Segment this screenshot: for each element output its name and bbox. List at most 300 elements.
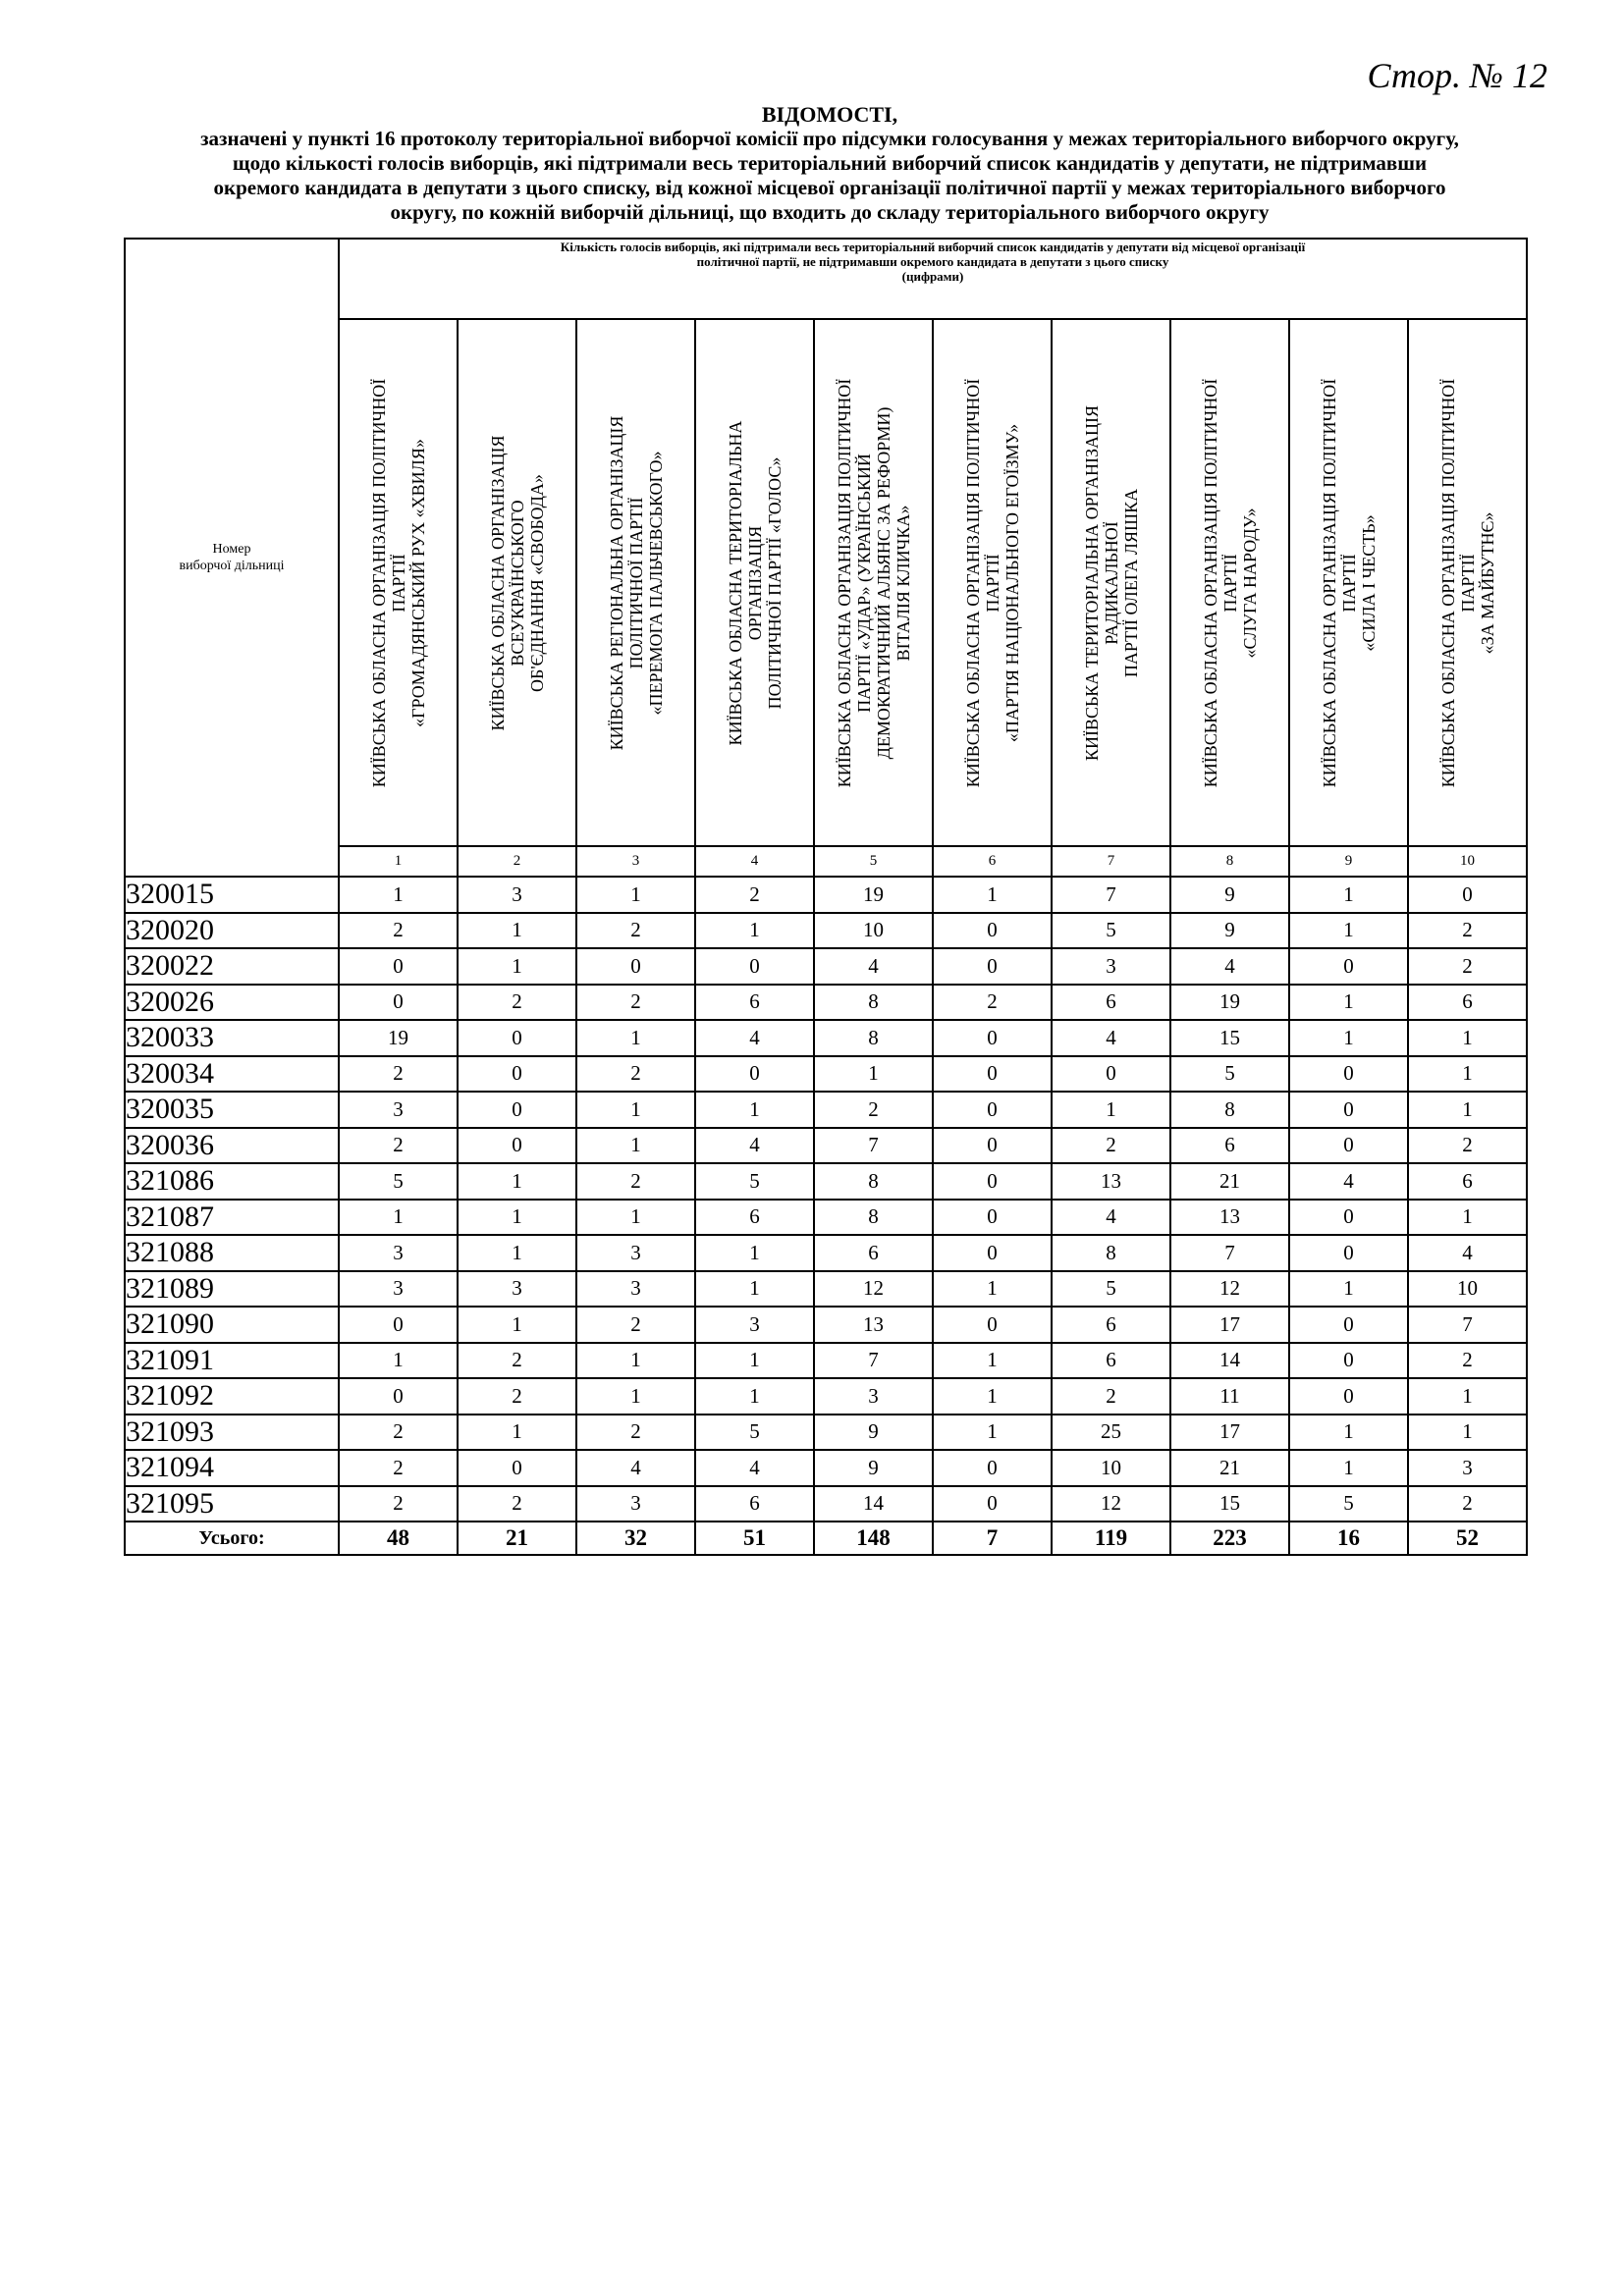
party-header (1170, 319, 1289, 846)
vote-count: 15 (1170, 1486, 1289, 1522)
party-name (726, 325, 785, 841)
vote-count: 1 (458, 1235, 576, 1271)
vote-count: 1 (1408, 1092, 1527, 1128)
party-header (1289, 319, 1408, 846)
party-name-line: КИЇВСЬКА ОБЛАСНА ОРГАНІЗАЦІЯ ПОЛІТИЧНОЇ (368, 378, 389, 787)
station-number: 320022 (125, 948, 339, 985)
vote-count: 0 (339, 948, 458, 985)
table-row (125, 1271, 1527, 1308)
party-header (458, 319, 576, 846)
vote-count: 1 (458, 1415, 576, 1451)
group-header-line: Кількість голосів виборців, які підтримали весь територіальний виборчий список кандидатів у депутати від місцевої організації (560, 240, 1306, 254)
party-name-line: ПОЛІТИЧНОЇ ПАРТІЇ «ГОЛОС» (764, 456, 785, 709)
vote-count: 2 (576, 985, 695, 1021)
vote-count: 6 (814, 1235, 933, 1271)
vote-count: 1 (933, 877, 1052, 913)
station-number: 320036 (125, 1128, 339, 1164)
party-name-line: КИЇВСЬКА ТЕРИТОРІАЛЬНА ОРГАНІЗАЦІЯ (1081, 404, 1102, 761)
vote-count: 1 (1408, 1200, 1527, 1236)
vote-count: 0 (339, 985, 458, 1021)
vote-count: 10 (814, 913, 933, 949)
table-row (125, 1128, 1527, 1164)
vote-count: 2 (1052, 1378, 1170, 1415)
document-title: ВІДОМОСТІ, (761, 102, 898, 127)
vote-count: 2 (576, 1307, 695, 1343)
vote-count: 1 (933, 1378, 1052, 1415)
station-number: 320015 (125, 877, 339, 913)
party-name-line: ПАРТІЇ (1219, 553, 1240, 613)
vote-count: 1 (695, 1235, 814, 1271)
vote-count: 0 (1289, 1200, 1408, 1236)
vote-count: 25 (1052, 1415, 1170, 1451)
vote-count: 2 (576, 1056, 695, 1093)
vote-count: 21 (1170, 1163, 1289, 1200)
vote-count: 9 (1170, 877, 1289, 913)
total-count: 32 (576, 1522, 695, 1555)
vote-count: 7 (1052, 877, 1170, 913)
party-name (1201, 325, 1260, 841)
party-name-line: ПАРТІЇ (1457, 553, 1478, 613)
vote-count: 19 (814, 877, 933, 913)
heading-line: округу, по кожній виборчій дільниці, що входить до складу територіального виборчого округу (390, 200, 1270, 224)
heading-line: окремого кандидата в депутати з цього списку, від кожної місцевої організації політичної партії у межах територіального виборчого (213, 176, 1446, 199)
vote-count: 1 (576, 1128, 695, 1164)
party-name-line: РАДИКАЛЬНОЇ (1101, 520, 1121, 645)
vote-count: 0 (1289, 1128, 1408, 1164)
party-name-line: ДЕМОКРАТИЧНИЙ АЛЬЯНС ЗА РЕФОРМИ) (873, 406, 893, 759)
party-header (1408, 319, 1527, 846)
vote-count: 5 (339, 1163, 458, 1200)
vote-count: 12 (1052, 1486, 1170, 1522)
vote-count: 1 (695, 913, 814, 949)
party-name-line: КИЇВСЬКА ОБЛАСНА ОРГАНІЗАЦІЯ ПОЛІТИЧНОЇ (1319, 378, 1339, 787)
vote-count: 0 (933, 1163, 1052, 1200)
party-name-line: ВСЕУКРАЇНСЬКОГО (507, 499, 527, 667)
vote-count: 2 (1408, 1128, 1527, 1164)
vote-count: 1 (576, 1092, 695, 1128)
station-header-line: Номер (212, 542, 251, 557)
party-name (1438, 325, 1497, 841)
vote-count: 2 (458, 1486, 576, 1522)
vote-count: 0 (933, 1200, 1052, 1236)
column-number: 9 (1289, 846, 1408, 877)
vote-count: 1 (1408, 1020, 1527, 1056)
party-header (933, 319, 1052, 846)
vote-count: 6 (1170, 1128, 1289, 1164)
table-row (125, 1486, 1527, 1522)
station-number: 321095 (125, 1486, 339, 1522)
party-name (1082, 325, 1141, 841)
party-name-line: ПАРТІЇ (982, 553, 1002, 613)
vote-count: 1 (1289, 877, 1408, 913)
station-number: 321090 (125, 1307, 339, 1343)
vote-count: 1 (695, 1378, 814, 1415)
page-number: Стор. № 12 (1367, 56, 1547, 95)
heading-line: зазначені у пункті 16 протоколу територіальної виборчої комісії про підсумки голосування у межах територіального виборчого округу, (200, 127, 1459, 150)
party-name (963, 325, 1022, 841)
vote-count: 0 (458, 1128, 576, 1164)
party-name (835, 325, 913, 841)
vote-count: 0 (339, 1378, 458, 1415)
vote-count: 1 (576, 877, 695, 913)
vote-count: 4 (1170, 948, 1289, 985)
vote-count: 10 (1052, 1450, 1170, 1486)
vote-count: 2 (458, 1378, 576, 1415)
vote-count: 1 (576, 1343, 695, 1379)
vote-count: 0 (695, 948, 814, 985)
station-number: 320033 (125, 1020, 339, 1056)
vote-count: 4 (1052, 1200, 1170, 1236)
table-row (125, 1378, 1527, 1415)
vote-count: 9 (814, 1415, 933, 1451)
station-number: 321091 (125, 1343, 339, 1379)
column-number: 8 (1170, 846, 1289, 877)
table-row (125, 1415, 1527, 1451)
station-number: 321092 (125, 1378, 339, 1415)
station-number: 320035 (125, 1092, 339, 1128)
vote-count: 7 (1408, 1307, 1527, 1343)
vote-count: 13 (1170, 1200, 1289, 1236)
vote-count: 5 (1289, 1486, 1408, 1522)
vote-count: 2 (576, 1163, 695, 1200)
vote-count: 1 (695, 1092, 814, 1128)
vote-count: 1 (339, 1343, 458, 1379)
vote-count: 1 (576, 1020, 695, 1056)
station-number: 320020 (125, 913, 339, 949)
table-row (125, 948, 1527, 985)
total-count: 223 (1170, 1522, 1289, 1555)
vote-count: 0 (1289, 1056, 1408, 1093)
total-count: 119 (1052, 1522, 1170, 1555)
vote-count: 2 (814, 1092, 933, 1128)
vote-count: 3 (576, 1271, 695, 1308)
party-name-line: «СИЛА І ЧЕСТЬ» (1358, 513, 1379, 652)
party-name-line: ПОЛІТИЧНОЇ ПАРТІЇ (625, 497, 646, 668)
vote-count: 9 (1170, 913, 1289, 949)
table-row (125, 1092, 1527, 1128)
vote-count: 0 (458, 1056, 576, 1093)
vote-count: 6 (695, 1200, 814, 1236)
vote-count: 4 (814, 948, 933, 985)
vote-count: 14 (814, 1486, 933, 1522)
vote-count: 17 (1170, 1415, 1289, 1451)
vote-count: 7 (814, 1343, 933, 1379)
vote-count: 8 (814, 1163, 933, 1200)
document-heading (128, 102, 1532, 225)
party-name-line: ПАРТІЇ (1338, 553, 1359, 613)
vote-count: 6 (695, 1486, 814, 1522)
table-row (125, 913, 1527, 949)
total-count: 51 (695, 1522, 814, 1555)
vote-count: 3 (339, 1092, 458, 1128)
vote-count: 1 (933, 1271, 1052, 1308)
vote-count: 1 (576, 1378, 695, 1415)
vote-count: 6 (695, 985, 814, 1021)
vote-count: 1 (1289, 913, 1408, 949)
vote-count: 2 (576, 1415, 695, 1451)
vote-count: 14 (1170, 1343, 1289, 1379)
party-header (576, 319, 695, 846)
party-name-line: КИЇВСЬКА ОБЛАСНА ОРГАНІЗАЦІЯ ПОЛІТИЧНОЇ (1200, 378, 1220, 787)
vote-count: 0 (933, 913, 1052, 949)
table-row (125, 1235, 1527, 1271)
total-count: 21 (458, 1522, 576, 1555)
column-number: 10 (1408, 846, 1527, 877)
vote-count: 1 (458, 1163, 576, 1200)
vote-count: 1 (814, 1056, 933, 1093)
vote-count: 5 (1170, 1056, 1289, 1093)
party-name-line: ПАРТІЇ (388, 553, 408, 613)
column-number: 6 (933, 846, 1052, 877)
vote-count: 5 (695, 1163, 814, 1200)
vote-count: 1 (458, 913, 576, 949)
column-number: 7 (1052, 846, 1170, 877)
party-name (369, 325, 428, 841)
vote-count: 4 (1408, 1235, 1527, 1271)
vote-count: 7 (814, 1128, 933, 1164)
vote-count: 0 (933, 1128, 1052, 1164)
vote-count: 0 (933, 1235, 1052, 1271)
vote-count: 2 (1052, 1128, 1170, 1164)
vote-count: 0 (458, 1020, 576, 1056)
vote-count: 11 (1170, 1378, 1289, 1415)
vote-count: 0 (933, 1307, 1052, 1343)
vote-count: 1 (695, 1343, 814, 1379)
party-name-line: ОБ'ЄДНАННЯ «СВОБОДА» (526, 473, 547, 692)
party-name (1320, 325, 1379, 841)
party-name-line: «ПЕРЕМОГА ПАЛЬЧЕВСЬКОГО» (645, 450, 666, 716)
station-number: 321088 (125, 1235, 339, 1271)
party-name-line: «ЗА МАЙБУТНЄ» (1477, 511, 1497, 654)
vote-count: 1 (1408, 1056, 1527, 1093)
vote-count: 3 (458, 1271, 576, 1308)
vote-count: 0 (933, 1486, 1052, 1522)
vote-count: 1 (1408, 1415, 1527, 1451)
vote-count: 0 (339, 1307, 458, 1343)
vote-count: 3 (576, 1486, 695, 1522)
vote-count: 0 (1289, 1378, 1408, 1415)
vote-count: 13 (1052, 1163, 1170, 1200)
vote-count: 6 (1052, 1343, 1170, 1379)
station-number: 321089 (125, 1271, 339, 1308)
party-name-line: «СЛУГА НАРОДУ» (1239, 507, 1260, 658)
vote-count: 1 (458, 1307, 576, 1343)
vote-count: 2 (1408, 948, 1527, 985)
vote-count: 0 (933, 1020, 1052, 1056)
group-header-line: політичної партії, не підтримавши окремого кандидата в депутати з цього списку (696, 254, 1169, 269)
vote-count: 0 (576, 948, 695, 985)
vote-count: 4 (576, 1450, 695, 1486)
party-header (1052, 319, 1170, 846)
vote-count: 5 (695, 1415, 814, 1451)
station-number: 320026 (125, 985, 339, 1021)
table-row (125, 1307, 1527, 1343)
vote-count: 1 (339, 1200, 458, 1236)
vote-count: 1 (1289, 1415, 1408, 1451)
vote-count: 4 (1289, 1163, 1408, 1200)
vote-count: 3 (576, 1235, 695, 1271)
party-name-line: «ПАРТІЯ НАЦІОНАЛЬНОГО ЕГОЇЗМУ» (1001, 423, 1022, 742)
total-count: 148 (814, 1522, 933, 1555)
station-number: 320034 (125, 1056, 339, 1093)
vote-count: 4 (1052, 1020, 1170, 1056)
vote-count: 8 (814, 1200, 933, 1236)
vote-count: 4 (695, 1450, 814, 1486)
vote-count: 0 (458, 1450, 576, 1486)
party-name-line: ПАРТІЇ ОЛЕГА ЛЯШКА (1120, 488, 1141, 677)
vote-count: 2 (339, 1486, 458, 1522)
vote-count: 1 (1289, 1020, 1408, 1056)
table-row (125, 1343, 1527, 1379)
vote-count: 2 (576, 913, 695, 949)
total-count: 52 (1408, 1522, 1527, 1555)
table-row (125, 1020, 1527, 1056)
table-row (125, 1450, 1527, 1486)
vote-count: 2 (695, 877, 814, 913)
vote-count: 3 (339, 1235, 458, 1271)
party-name-line: КИЇВСЬКА ОБЛАСНА ТЕРИТОРІАЛЬНА (725, 420, 745, 745)
vote-count: 2 (933, 985, 1052, 1021)
column-number: 1 (339, 846, 458, 877)
party-name-line: «ГРОМАДЯНСЬКИЙ РУХ «ХВИЛЯ» (407, 438, 428, 727)
vote-count: 1 (576, 1200, 695, 1236)
vote-count: 19 (339, 1020, 458, 1056)
vote-count: 2 (458, 1343, 576, 1379)
table-row (125, 1056, 1527, 1093)
vote-count: 2 (339, 1128, 458, 1164)
table-row (125, 877, 1527, 913)
vote-count: 6 (1408, 985, 1527, 1021)
party-name-line: ОРГАНІЗАЦІЯ (744, 525, 765, 640)
vote-count: 7 (1170, 1235, 1289, 1271)
vote-count: 2 (1408, 1343, 1527, 1379)
results-table (124, 238, 1528, 1556)
vote-count: 3 (1408, 1450, 1527, 1486)
vote-count: 3 (1052, 948, 1170, 985)
total-count: 7 (933, 1522, 1052, 1555)
total-count: 48 (339, 1522, 458, 1555)
party-header (695, 319, 814, 846)
vote-count: 8 (1170, 1092, 1289, 1128)
vote-count: 0 (1289, 1235, 1408, 1271)
vote-count: 3 (814, 1378, 933, 1415)
vote-count: 0 (1408, 877, 1527, 913)
party-name-line: КИЇВСЬКА ОБЛАСНА ОРГАНІЗАЦІЯ (487, 434, 508, 731)
vote-count: 0 (933, 1450, 1052, 1486)
group-header-line: (цифрами) (901, 269, 964, 284)
vote-count: 1 (458, 1200, 576, 1236)
vote-count: 3 (695, 1307, 814, 1343)
vote-count: 4 (695, 1020, 814, 1056)
total-count: 16 (1289, 1522, 1408, 1555)
party-name-line: КИЇВСЬКА ОБЛАСНА ОРГАНІЗАЦІЯ ПОЛІТИЧНОЇ (962, 378, 983, 787)
vote-count: 8 (1052, 1235, 1170, 1271)
vote-count: 1 (933, 1343, 1052, 1379)
vote-count: 0 (695, 1056, 814, 1093)
party-name-line: КИЇВСЬКА РЕГІОНАЛЬНА ОРГАНІЗАЦІЯ (606, 415, 626, 750)
station-number: 321094 (125, 1450, 339, 1486)
vote-count: 5 (1052, 1271, 1170, 1308)
vote-count: 1 (1289, 985, 1408, 1021)
vote-count: 2 (339, 913, 458, 949)
station-header-line: виборчої дільниці (179, 559, 285, 573)
vote-count: 3 (458, 877, 576, 913)
vote-count: 0 (1289, 1343, 1408, 1379)
party-name-line: ВІТАЛІЯ КЛИЧКА» (893, 505, 913, 661)
vote-count: 6 (1052, 985, 1170, 1021)
station-column-header (125, 239, 339, 877)
vote-count: 8 (814, 985, 933, 1021)
column-number: 3 (576, 846, 695, 877)
party-name (607, 325, 666, 841)
party-header (814, 319, 933, 846)
column-number: 4 (695, 846, 814, 877)
vote-count: 9 (814, 1450, 933, 1486)
vote-count: 2 (1408, 1486, 1527, 1522)
vote-count: 10 (1408, 1271, 1527, 1308)
totals-row (125, 1522, 1527, 1555)
vote-count: 15 (1170, 1020, 1289, 1056)
vote-count: 6 (1408, 1163, 1527, 1200)
vote-count: 0 (1289, 948, 1408, 985)
totals-label: Усього: (125, 1522, 339, 1555)
vote-count: 0 (933, 1092, 1052, 1128)
vote-count: 1 (1052, 1092, 1170, 1128)
vote-count: 0 (933, 1056, 1052, 1093)
vote-count: 2 (339, 1450, 458, 1486)
vote-count: 1 (1408, 1378, 1527, 1415)
vote-count: 1 (933, 1415, 1052, 1451)
station-number: 321093 (125, 1415, 339, 1451)
table-row (125, 1200, 1527, 1236)
vote-count: 0 (933, 948, 1052, 985)
station-number: 321087 (125, 1200, 339, 1236)
party-name-line: КИЇВСЬКА ОБЛАСНА ОРГАНІЗАЦІЯ ПОЛІТИЧНОЇ (1437, 378, 1458, 787)
table-row (125, 985, 1527, 1021)
vote-count: 1 (695, 1271, 814, 1308)
vote-count: 2 (339, 1415, 458, 1451)
vote-count: 12 (814, 1271, 933, 1308)
vote-count: 21 (1170, 1450, 1289, 1486)
vote-count: 0 (1052, 1056, 1170, 1093)
vote-count: 1 (1289, 1271, 1408, 1308)
column-number: 2 (458, 846, 576, 877)
vote-count: 3 (339, 1271, 458, 1308)
party-header (339, 319, 458, 846)
table-body (125, 877, 1527, 1555)
vote-count: 13 (814, 1307, 933, 1343)
vote-count: 8 (814, 1020, 933, 1056)
vote-count: 1 (339, 877, 458, 913)
vote-count: 5 (1052, 913, 1170, 949)
vote-count: 12 (1170, 1271, 1289, 1308)
vote-count: 2 (1408, 913, 1527, 949)
station-number: 321086 (125, 1163, 339, 1200)
vote-count: 19 (1170, 985, 1289, 1021)
table-row (125, 1163, 1527, 1200)
vote-count: 2 (339, 1056, 458, 1093)
vote-count: 0 (458, 1092, 576, 1128)
vote-count: 17 (1170, 1307, 1289, 1343)
column-number: 5 (814, 846, 933, 877)
vote-count: 6 (1052, 1307, 1170, 1343)
vote-count: 1 (1289, 1450, 1408, 1486)
party-name-line: ПАРТІЇ «УДАР» (УКРАЇНСЬКИЙ (853, 453, 874, 713)
vote-count: 0 (1289, 1307, 1408, 1343)
vote-count: 4 (695, 1128, 814, 1164)
heading-line: щодо кількості голосів виборців, які підтримали весь територіальний виборчий список кандидатів у депутати, не підтримавши (232, 151, 1428, 175)
party-name (488, 325, 547, 841)
